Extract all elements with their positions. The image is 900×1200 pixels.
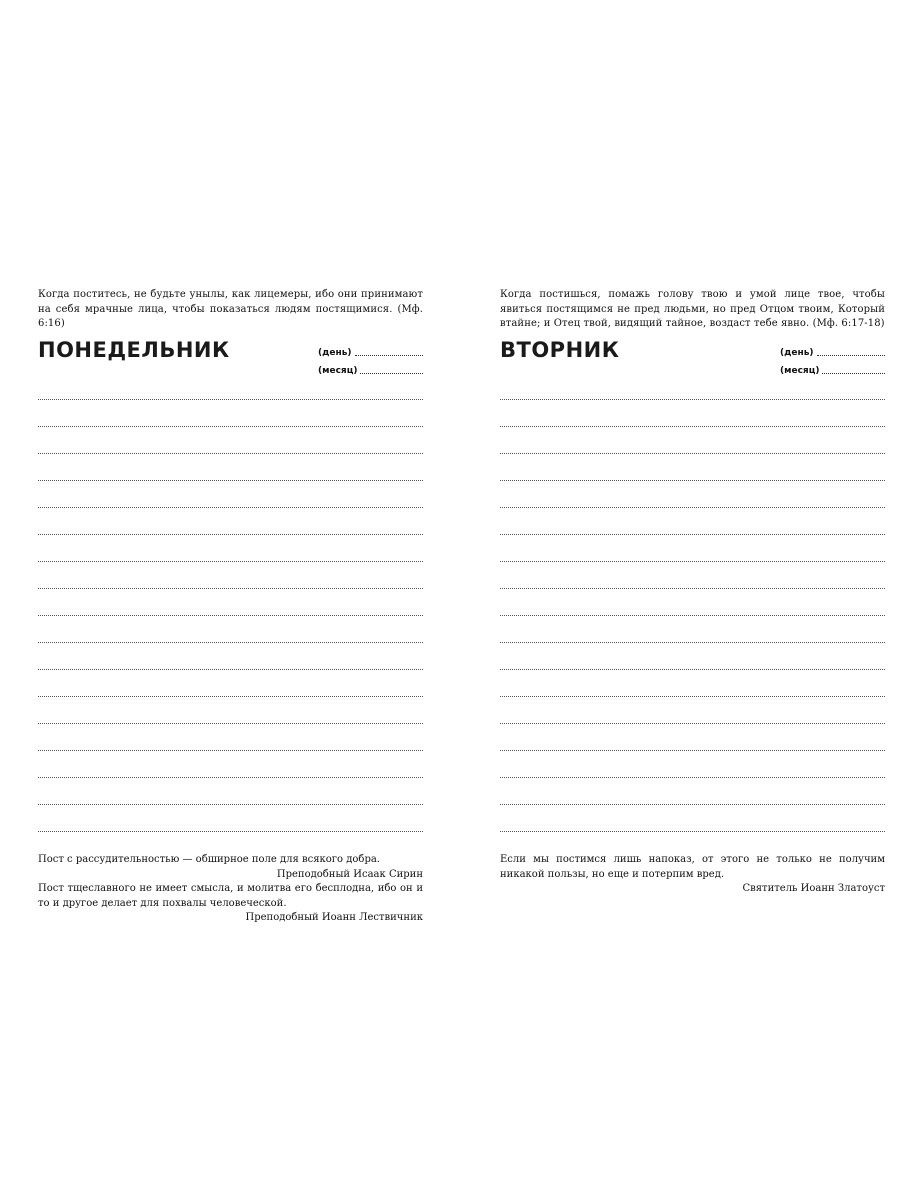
left-page: [38, 0, 423, 1200]
month-label: (месяц): [780, 366, 820, 376]
writing-line[interactable]: [500, 426, 885, 453]
quotes: [38, 853, 423, 926]
writing-lines[interactable]: [38, 399, 423, 858]
day-label: (день): [318, 348, 352, 358]
writing-line[interactable]: [500, 534, 885, 561]
writing-line[interactable]: [500, 750, 885, 777]
writing-line[interactable]: [38, 426, 423, 453]
day-title: ВТОРНИК: [500, 338, 620, 362]
epigraph: Когда поститесь, не будьте унылы, как лицемеры, ибо они принимают на себя мрачные лица, чтобы показаться людям постящимися. (Мф. 6:16): [38, 289, 423, 329]
month-field[interactable]: [318, 358, 423, 376]
date-fields: [318, 340, 423, 376]
day-field[interactable]: [318, 340, 423, 358]
writing-line[interactable]: [500, 399, 885, 426]
quote-text: Пост с рассудительностью — обширное поле для всякого добра.: [38, 854, 380, 865]
writing-line[interactable]: [38, 750, 423, 777]
writing-line[interactable]: [500, 777, 885, 804]
quote-author: Святитель Иоанн Златоуст: [742, 883, 885, 894]
quote-text: Если мы постимся лишь напоказ, от этого не только не получим никакой пользы, но еще и потерпим вред.: [500, 854, 885, 880]
date-fields: [780, 340, 885, 376]
writing-line[interactable]: [38, 642, 423, 669]
writing-line[interactable]: [38, 669, 423, 696]
writing-line[interactable]: [38, 777, 423, 804]
writing-line[interactable]: [500, 588, 885, 615]
day-label: (день): [780, 348, 814, 358]
quote-text: Пост тщеславного не имеет смысла, и молитва его бесплодна, ибо он и то и другое делает для похвалы человеческой.: [38, 883, 423, 909]
quote-author: Преподобный Иоанн Лествичник: [245, 912, 423, 923]
writing-line[interactable]: [38, 696, 423, 723]
writing-line[interactable]: [500, 507, 885, 534]
month-field[interactable]: [780, 358, 885, 376]
writing-line[interactable]: [500, 804, 885, 831]
writing-line[interactable]: [38, 723, 423, 750]
month-input-line[interactable]: [822, 373, 885, 374]
writing-line[interactable]: [38, 615, 423, 642]
writing-line[interactable]: [38, 804, 423, 831]
day-field[interactable]: [780, 340, 885, 358]
writing-line[interactable]: [500, 615, 885, 642]
epigraph: Когда постишься, помажь голову твою и умой лице твое, чтобы явиться постящимся не пред людьми, но пред Отцом твоим, Который втайне; и Отец твой, видящий тайное, воздаст тебе явно. (Мф. 6:17-18): [500, 289, 885, 329]
writing-line[interactable]: [500, 723, 885, 750]
day-input-line[interactable]: [355, 355, 423, 356]
writing-lines[interactable]: [500, 399, 885, 858]
writing-line[interactable]: [500, 480, 885, 507]
writing-line[interactable]: [500, 561, 885, 588]
writing-line[interactable]: [500, 669, 885, 696]
right-page: [500, 0, 885, 1200]
quote-author: Преподобный Исаак Сирин: [276, 868, 423, 880]
writing-line[interactable]: [38, 561, 423, 588]
writing-line[interactable]: [38, 534, 423, 561]
month-label: (месяц): [318, 366, 358, 376]
writing-line[interactable]: [500, 642, 885, 669]
writing-line[interactable]: [38, 507, 423, 534]
writing-line[interactable]: [500, 696, 885, 723]
writing-line[interactable]: [38, 399, 423, 426]
writing-line[interactable]: [38, 453, 423, 480]
writing-line[interactable]: [38, 588, 423, 615]
writing-line[interactable]: [38, 480, 423, 507]
writing-line[interactable]: [500, 453, 885, 480]
quotes: [500, 853, 885, 897]
day-input-line[interactable]: [817, 355, 885, 356]
month-input-line[interactable]: [360, 373, 423, 374]
day-title: ПОНЕДЕЛЬНИК: [38, 338, 230, 362]
